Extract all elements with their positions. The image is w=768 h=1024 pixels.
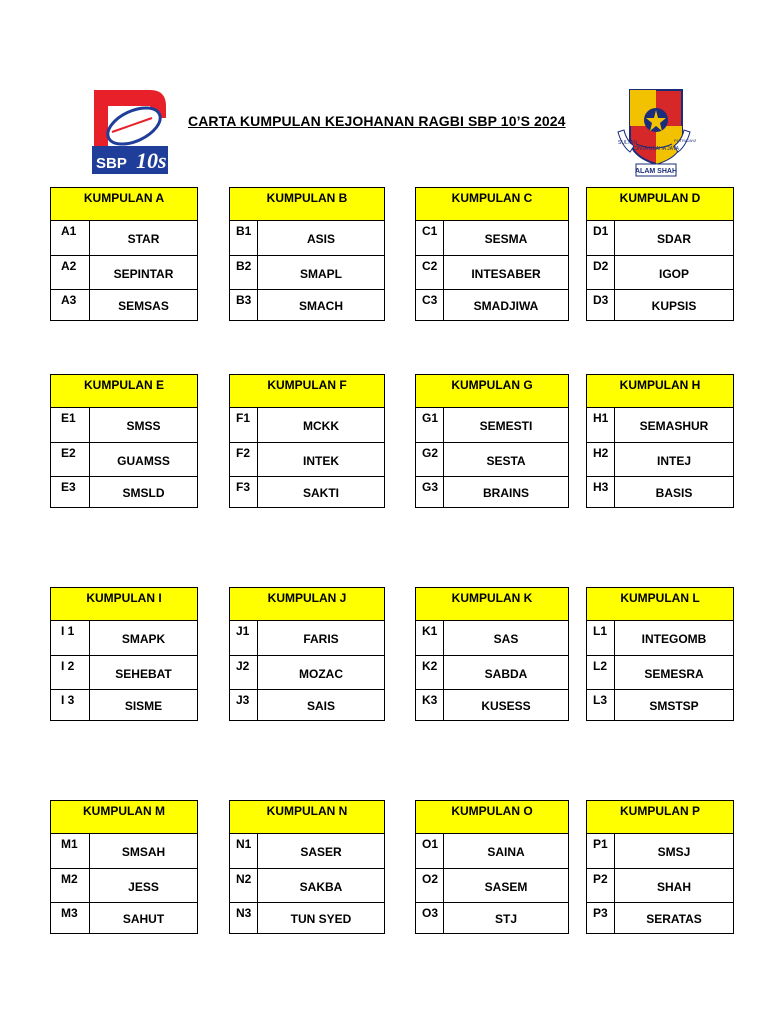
- team-code: F3: [230, 477, 258, 507]
- team-code: B2: [230, 256, 258, 289]
- table-row: [587, 868, 733, 902]
- table-row: [416, 834, 568, 868]
- team-name: SEMSAS: [118, 299, 169, 313]
- table-row: [230, 476, 384, 507]
- team-code: P3: [587, 903, 615, 933]
- table-row: [416, 221, 568, 255]
- svg-text:CINTA USAHA JAYA: CINTA USAHA JAYA: [633, 146, 679, 152]
- team-name: SAHUT: [122, 912, 165, 926]
- team-name: STAR: [127, 232, 160, 246]
- team-name: GUAMSS: [117, 453, 170, 468]
- team-code: F1: [230, 408, 258, 442]
- team-code: F2: [230, 443, 258, 476]
- group-table: [415, 587, 569, 721]
- group-table: [415, 187, 569, 321]
- team-code: A2: [51, 256, 90, 289]
- group-table: [229, 587, 385, 721]
- team-code: B1: [230, 221, 258, 255]
- team-name: INTEK: [303, 453, 339, 468]
- group-header: KUMPULAN B: [230, 188, 384, 221]
- table-row: [230, 255, 384, 289]
- table-row: [587, 476, 733, 507]
- group-table: [586, 800, 734, 934]
- table-row: [230, 621, 384, 655]
- table-row: [587, 621, 733, 655]
- table-row: [416, 689, 568, 720]
- team-name: SDAR: [656, 232, 691, 246]
- group-header: KUMPULAN J: [230, 588, 384, 621]
- table-row: [51, 289, 197, 320]
- group-table: [586, 587, 734, 721]
- team-code: M2: [51, 869, 90, 902]
- table-row: [587, 442, 733, 476]
- team-name: SEHEBAT: [115, 666, 172, 681]
- group-header: KUMPULAN C: [416, 188, 568, 221]
- team-name: SMSJ: [657, 845, 691, 859]
- table-row: [51, 221, 197, 255]
- team-name: SMAPK: [121, 632, 166, 646]
- team-name: STJ: [494, 912, 517, 926]
- group-table: [50, 374, 198, 508]
- table-row: [51, 655, 197, 689]
- table-row: [587, 689, 733, 720]
- group-header: KUMPULAN H: [587, 375, 733, 408]
- table-row: [416, 408, 568, 442]
- table-row: [230, 834, 384, 868]
- table-row: [416, 442, 568, 476]
- team-name: SAKTI: [303, 486, 339, 500]
- team-name: SMSAH: [121, 845, 166, 859]
- group-header: KUMPULAN L: [587, 588, 733, 621]
- group-table: [415, 374, 569, 508]
- table-row: [51, 902, 197, 933]
- group-header: KUMPULAN E: [51, 375, 197, 408]
- table-row: [51, 834, 197, 868]
- group-table: [586, 187, 734, 321]
- table-row: [230, 221, 384, 255]
- team-name: SASEM: [484, 879, 528, 894]
- team-name: SAKBA: [299, 879, 343, 894]
- page-title: CARTA KUMPULAN KEJOHANAN RAGBI SBP 10’S 2024: [188, 113, 566, 129]
- team-code: D1: [587, 221, 615, 255]
- team-name: BRAINS: [482, 486, 529, 500]
- school-crest-logo: [612, 86, 696, 182]
- team-name: KUSESS: [481, 699, 531, 713]
- table-row: [587, 221, 733, 255]
- table-row: [416, 902, 568, 933]
- team-code: I 3: [51, 690, 90, 720]
- group-header: KUMPULAN O: [416, 801, 568, 834]
- table-row: [51, 689, 197, 720]
- svg-text:ALAM SHAH: ALAM SHAH: [635, 168, 677, 175]
- table-row: [416, 255, 568, 289]
- team-code: H3: [587, 477, 615, 507]
- table-row: [587, 255, 733, 289]
- team-name: ASIS: [306, 232, 335, 246]
- team-code: J2: [230, 656, 258, 689]
- team-name: SHAH: [656, 879, 691, 894]
- table-row: [416, 621, 568, 655]
- table-row: [416, 655, 568, 689]
- team-code: L1: [587, 621, 615, 655]
- table-row: [51, 408, 197, 442]
- team-name: SASER: [300, 845, 342, 859]
- team-code: C1: [416, 221, 444, 255]
- table-row: [416, 868, 568, 902]
- team-code: K2: [416, 656, 444, 689]
- table-row: [51, 476, 197, 507]
- group-table: [586, 374, 734, 508]
- group-header: KUMPULAN N: [230, 801, 384, 834]
- sbp-10s-logo: [90, 88, 170, 176]
- table-row: [230, 689, 384, 720]
- team-name: SAINA: [487, 845, 525, 859]
- team-name: SESTA: [486, 453, 526, 468]
- team-code: D3: [587, 290, 615, 320]
- team-name: SAIS: [306, 699, 335, 713]
- svg-text:SBP: SBP: [96, 155, 127, 172]
- team-name: IGOP: [658, 266, 689, 281]
- team-name: SMAPL: [300, 266, 342, 281]
- table-row: [416, 476, 568, 507]
- table-row: [51, 868, 197, 902]
- team-code: K3: [416, 690, 444, 720]
- team-name: MCKK: [303, 419, 339, 433]
- table-row: [230, 408, 384, 442]
- team-code: G1: [416, 408, 444, 442]
- team-code: N1: [230, 834, 258, 868]
- table-row: [230, 902, 384, 933]
- group-table: [229, 800, 385, 934]
- table-row: [230, 868, 384, 902]
- team-code: H1: [587, 408, 615, 442]
- team-code: M1: [51, 834, 90, 868]
- team-code: K1: [416, 621, 444, 655]
- group-header: KUMPULAN P: [587, 801, 733, 834]
- group-header: KUMPULAN D: [587, 188, 733, 221]
- team-code: L3: [587, 690, 615, 720]
- group-header: KUMPULAN A: [51, 188, 197, 221]
- table-row: [587, 408, 733, 442]
- group-header: KUMPULAN I: [51, 588, 197, 621]
- group-table: [415, 800, 569, 934]
- team-name: FARIS: [303, 632, 339, 646]
- team-code: P2: [587, 869, 615, 902]
- team-code: J3: [230, 690, 258, 720]
- team-code: I 2: [51, 656, 90, 689]
- team-name: SABDA: [484, 666, 528, 681]
- group-table: [229, 374, 385, 508]
- group-table: [50, 587, 198, 721]
- table-row: [51, 621, 197, 655]
- group-header: KUMPULAN G: [416, 375, 568, 408]
- team-name: SMACH: [299, 299, 343, 313]
- table-row: [51, 255, 197, 289]
- team-code: O2: [416, 869, 444, 902]
- group-header: KUMPULAN K: [416, 588, 568, 621]
- team-name: SEMASHUR: [639, 419, 709, 433]
- team-name: KUPSIS: [651, 299, 697, 313]
- svg-text:PUTRAJAYA: PUTRAJAYA: [674, 138, 696, 143]
- team-name: INTESABER: [471, 266, 541, 281]
- team-code: O3: [416, 903, 444, 933]
- team-code: A3: [51, 290, 90, 320]
- table-row: [230, 655, 384, 689]
- team-name: SMSTSP: [649, 699, 699, 713]
- team-name: TUN SYED: [290, 912, 352, 926]
- team-name: SEMESRA: [644, 666, 704, 681]
- team-code: H2: [587, 443, 615, 476]
- team-code: E1: [51, 408, 90, 442]
- table-row: [230, 289, 384, 320]
- team-code: A1: [51, 221, 90, 255]
- table-row: [51, 442, 197, 476]
- group-table: [50, 187, 198, 321]
- team-code: P1: [587, 834, 615, 868]
- group-table: [50, 800, 198, 934]
- team-code: I 1: [51, 621, 90, 655]
- team-name: SMSLD: [122, 486, 165, 500]
- team-code: E3: [51, 477, 90, 507]
- team-name: SMSS: [126, 419, 161, 433]
- team-name: SMADJIWA: [473, 299, 539, 313]
- team-name: SESMA: [484, 232, 528, 246]
- svg-text:SULTAN: SULTAN: [618, 140, 637, 146]
- group-header: KUMPULAN F: [230, 375, 384, 408]
- team-name: INTEGOMB: [641, 632, 707, 646]
- team-code: N3: [230, 903, 258, 933]
- team-code: G2: [416, 443, 444, 476]
- team-code: E2: [51, 443, 90, 476]
- team-code: N2: [230, 869, 258, 902]
- team-name: JESS: [128, 879, 159, 894]
- table-row: [416, 289, 568, 320]
- team-code: G3: [416, 477, 444, 507]
- table-row: [587, 655, 733, 689]
- team-name: SISME: [124, 699, 163, 713]
- table-row: [587, 902, 733, 933]
- team-code: O1: [416, 834, 444, 868]
- table-row: [587, 289, 733, 320]
- table-row: [230, 442, 384, 476]
- team-code: J1: [230, 621, 258, 655]
- table-row: [587, 834, 733, 868]
- team-name: SAS: [493, 632, 519, 646]
- group-header: KUMPULAN M: [51, 801, 197, 834]
- group-table: [229, 187, 385, 321]
- team-code: C3: [416, 290, 444, 320]
- team-code: B3: [230, 290, 258, 320]
- team-name: SERATAS: [646, 912, 702, 926]
- team-name: MOZAC: [299, 666, 343, 681]
- team-code: M3: [51, 903, 90, 933]
- team-code: L2: [587, 656, 615, 689]
- team-name: BASIS: [655, 486, 693, 500]
- team-name: SEMESTI: [479, 419, 533, 433]
- team-code: C2: [416, 256, 444, 289]
- team-name: SEPINTAR: [113, 266, 174, 281]
- team-name: INTEJ: [656, 453, 691, 468]
- team-code: D2: [587, 256, 615, 289]
- svg-text:10s: 10s: [136, 148, 167, 173]
